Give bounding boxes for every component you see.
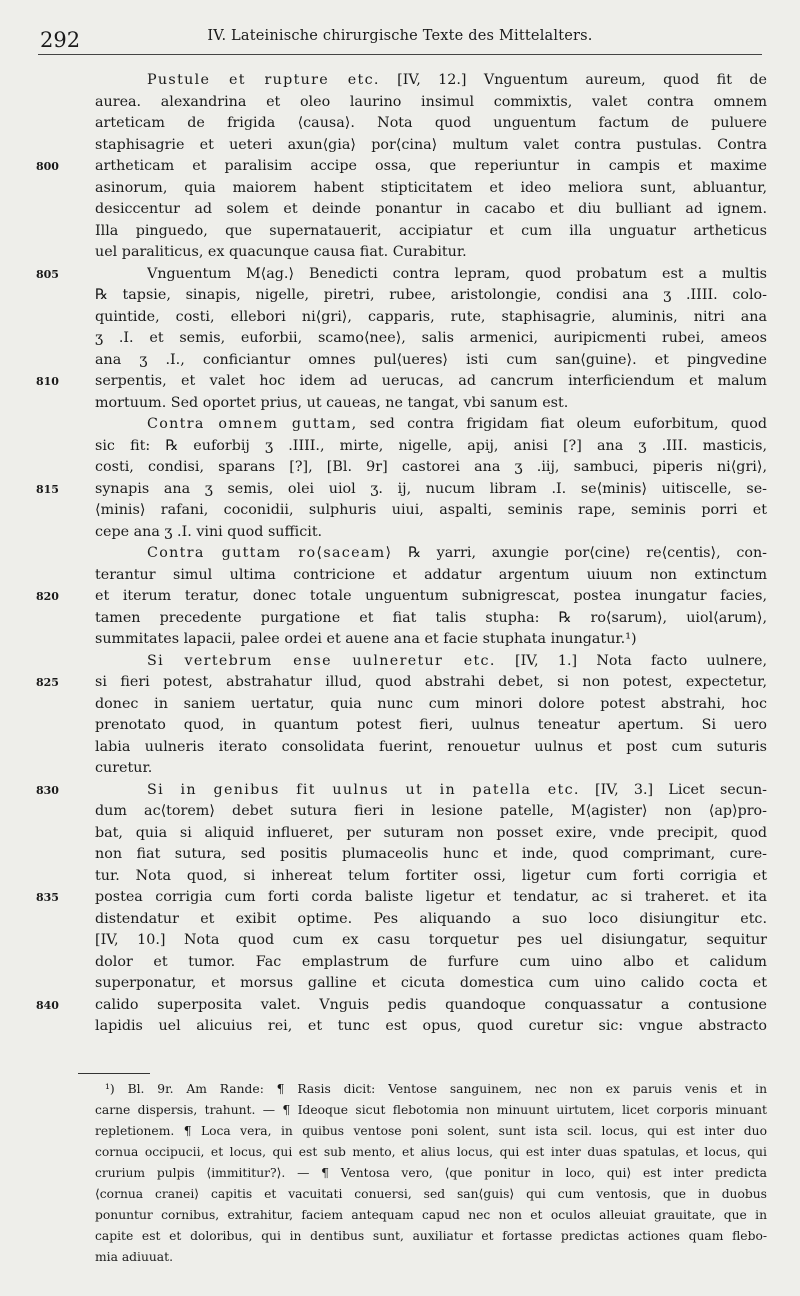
line-text bbox=[95, 887, 767, 909]
line-content: tur. Nota quod, si inhereat telum fortiter ossi, ligetur cum forti corrigia et bbox=[95, 867, 767, 884]
text-line bbox=[0, 436, 800, 458]
line-content: [IV, 1.] Nota facto uulnere, bbox=[495, 652, 767, 669]
footnote-text: ponuntur cornibus, extrahitur, faciem antequam capud nec non et oculos alleuiat grauitate, que in bbox=[95, 1208, 767, 1222]
line-content: artheticam et paralisim accipe ossa, que reperiuntur in campis et maxime bbox=[95, 158, 767, 174]
section-heading: Si in genibus fit uulnus ut in patella etc. bbox=[147, 781, 580, 798]
text-line bbox=[0, 758, 800, 780]
footnote-text: mia adiuuat. bbox=[95, 1250, 173, 1264]
line-content: [IV, 12.] Vnguentum aureum, quod fit de bbox=[379, 72, 767, 88]
line-text bbox=[95, 328, 767, 350]
text-line bbox=[0, 844, 800, 866]
text-line bbox=[0, 887, 800, 909]
footnote-text: capite est et doloribus, qui in dentibus sunt, auxiliatur et fortasse predictas actiones quam flebo- bbox=[95, 1229, 767, 1243]
running-title: IV. Lateinische chirurgische Texte des Mittelalters. bbox=[207, 28, 593, 44]
line-content: et iterum teratur, donec totale unguentum subnigrescat, postea inungatur facies, bbox=[95, 588, 767, 604]
text-line bbox=[0, 178, 800, 200]
text-line bbox=[0, 973, 800, 995]
text-line bbox=[0, 307, 800, 329]
text-line bbox=[0, 672, 800, 694]
footnote-line bbox=[0, 1205, 800, 1226]
line-content: curetur. bbox=[95, 760, 153, 776]
footnote-text: crurium pulpis ⟨immititur?⟩. — ¶ Ventosa vero, ⟨que ponitur in loco, qui⟩ est inter predicta bbox=[95, 1166, 767, 1180]
line-content: aurea. alexandrina et oleo laurino insimul commixtis, valet contra omnem bbox=[95, 93, 767, 110]
line-number: 825 bbox=[36, 676, 59, 689]
text-line bbox=[0, 651, 800, 673]
text-line bbox=[0, 70, 800, 92]
line-content: calido superposita valet. Vnguis pedis quandoque conquassatur a contusione bbox=[95, 996, 767, 1013]
footnote-text: cornua occipucii, et locus, qui est sub mento, et alius locus, qui est inter duas spatulas, et locus, qui bbox=[95, 1145, 767, 1159]
text-line bbox=[0, 909, 800, 931]
line-content: serpentis, et valet hoc idem ad uerucas, ad cancrum interficiendum et malum bbox=[95, 373, 767, 389]
line-content: mortuum. Sed oportet prius, ut caueas, ne tangat, vbi sanum est. bbox=[95, 394, 569, 411]
page-number: 292 bbox=[40, 28, 81, 52]
text-line bbox=[0, 199, 800, 221]
line-content: prenotato quod, in quantum potest fieri, uulnus teneatur apertum. Si uero bbox=[95, 717, 767, 733]
line-text bbox=[95, 92, 767, 114]
text-line bbox=[0, 694, 800, 716]
footnote-line bbox=[0, 1163, 800, 1184]
line-text bbox=[95, 565, 767, 587]
line-text bbox=[95, 801, 767, 823]
line-number: 820 bbox=[36, 590, 59, 603]
text-line bbox=[0, 586, 800, 608]
text-line bbox=[0, 414, 800, 436]
text-line bbox=[0, 801, 800, 823]
line-content: synapis ana ʒ semis, olei uiol ʒ. ij, nucum libram .I. se⟨minis⟩ uitiscelle, se- bbox=[95, 480, 767, 497]
line-text bbox=[95, 844, 767, 866]
footnote-text: carne dispersis, trahunt. — ¶ Ideoque sicut flebotomia non minuunt uirtutem, licet corporis minuant bbox=[95, 1103, 767, 1117]
line-text bbox=[147, 70, 767, 92]
line-text bbox=[95, 715, 767, 737]
footnote-rule bbox=[78, 1073, 150, 1074]
line-content: Vnguentum M⟨ag.⟩ Benedicti contra lepram, quod probatum est a multis bbox=[147, 265, 767, 282]
footnote-line bbox=[0, 1226, 800, 1247]
line-content: dolor et tumor. Fac emplastrum de furfure cum uino albo et calidum bbox=[95, 953, 767, 970]
footnotes bbox=[0, 1079, 800, 1268]
text-line bbox=[0, 242, 800, 264]
footnote-line bbox=[0, 1247, 800, 1268]
section-heading: Contra guttam ro⟨saceam⟩ bbox=[147, 545, 393, 561]
line-content: uel paraliticus, ex quacunque causa fiat. Curabitur. bbox=[95, 244, 467, 260]
text-line bbox=[0, 350, 800, 372]
section-heading: Pustule et rupture etc. bbox=[147, 72, 380, 88]
line-text bbox=[95, 178, 767, 200]
text-line bbox=[0, 393, 800, 415]
line-text bbox=[95, 113, 767, 135]
footnote-text: ⟨cornua cranei⟩ capitis et vacuitati conuersi, sed san⟨guis⟩ qui cum ventosis, que in duobus bbox=[95, 1187, 767, 1201]
text-line bbox=[0, 930, 800, 952]
text-line bbox=[0, 156, 800, 178]
text-line bbox=[0, 543, 800, 565]
line-text bbox=[95, 909, 767, 931]
line-content: lapidis uel alicuius rei, et tunc est opus, quod curetur sic: vngue abstracto bbox=[95, 1018, 767, 1034]
text-line bbox=[0, 328, 800, 350]
line-content: [IV, 3.] Licet secun- bbox=[579, 781, 767, 798]
line-text bbox=[95, 586, 767, 608]
line-content: non fiat sutura, sed positis plumaceolis hunc et inde, quod comprimant, cure- bbox=[95, 846, 767, 862]
text-line bbox=[0, 737, 800, 759]
line-text bbox=[95, 608, 767, 630]
text-line bbox=[0, 500, 800, 522]
line-content: quintide, costi, ellebori ni⟨gri⟩, capparis, rute, staphisagrie, aluminis, nitri ana bbox=[95, 308, 767, 325]
line-text bbox=[147, 780, 767, 802]
line-content: arteticam de frigida ⟨causa⟩. Nota quod unguentum factum de puluere bbox=[95, 115, 767, 131]
line-content: sic fit: ℞ euforbij ʒ .IIII., mirte, nigelle, apij, anisi [?] ana ʒ .III. masticis, bbox=[95, 437, 767, 454]
main-text bbox=[0, 70, 800, 1038]
line-number: 815 bbox=[36, 482, 59, 496]
line-text bbox=[95, 995, 767, 1017]
line-content: ⟨minis⟩ rafani, coconidii, sulphuris uiui, aspalti, seminis rape, seminis porri et bbox=[95, 502, 767, 518]
text-line bbox=[0, 823, 800, 845]
line-text bbox=[95, 393, 767, 415]
line-content: ℞ yarri, axungie por⟨cine⟩ re⟨centis⟩, con- bbox=[392, 545, 767, 561]
line-text bbox=[95, 457, 767, 479]
line-content: superponatur, et morsus galline et cicuta domestica cum uino calido cocta et bbox=[95, 975, 767, 991]
line-text bbox=[147, 651, 767, 673]
line-text bbox=[95, 758, 767, 780]
footnote-line bbox=[0, 1121, 800, 1142]
line-number: 810 bbox=[36, 375, 59, 388]
text-line bbox=[0, 264, 800, 286]
line-text bbox=[95, 1016, 767, 1038]
line-text bbox=[95, 522, 767, 544]
text-line bbox=[0, 629, 800, 651]
footnote-line bbox=[0, 1184, 800, 1205]
line-number: 805 bbox=[36, 267, 59, 281]
text-line bbox=[0, 221, 800, 243]
footnote-line bbox=[0, 1142, 800, 1163]
text-line bbox=[0, 371, 800, 393]
line-text bbox=[147, 414, 767, 436]
line-text bbox=[95, 436, 767, 458]
line-content: cepe ana ʒ .I. vini quod sufficit. bbox=[95, 523, 323, 540]
text-line bbox=[0, 285, 800, 307]
text-line bbox=[0, 1016, 800, 1038]
line-text bbox=[95, 672, 767, 694]
line-text bbox=[95, 199, 767, 221]
line-text bbox=[95, 135, 767, 157]
line-content: donec in saniem uertatur, quia nunc cum minori dolore potest abstrahi, hoc bbox=[95, 695, 767, 712]
line-content: labia uulneris iterato consolidata fuerint, renouetur uulnus et post cum suturis bbox=[95, 738, 767, 755]
line-content: Illa pinguedo, que supernatauerit, accipiatur et cum illa unguatur artheticus bbox=[95, 222, 767, 239]
line-content: [IV, 10.] Nota quod cum ex casu torquetur pes uel disiungatur, sequitur bbox=[95, 932, 767, 948]
line-text bbox=[147, 264, 767, 286]
line-text bbox=[95, 823, 767, 845]
line-content: si fieri potest, abstrahatur illud, quod abstrahi debet, si non potest, expectetur, bbox=[95, 674, 767, 690]
line-content: dum ac⟨torem⟩ debet sutura fieri in lesione patelle, M⟨agister⟩ non ⟨ap⟩pro- bbox=[95, 803, 767, 819]
line-number: 835 bbox=[36, 891, 59, 904]
line-content: ʒ .I. et semis, euforbii, scamo⟨nee⟩, salis armenici, auripicmenti rubei, ameos bbox=[95, 330, 767, 346]
text-line bbox=[0, 565, 800, 587]
line-text bbox=[95, 242, 767, 264]
line-content: desiccentur ad solem et deinde ponantur in cacabo et diu bulliant ad ignem. bbox=[95, 201, 767, 217]
line-content: bat, quia si aliquid influeret, per suturam non posset exire, vnde precipit, quod bbox=[95, 824, 767, 841]
line-content: postea corrigia cum forti corda baliste ligetur et tendatur, ac si traheret. et ita bbox=[95, 889, 767, 905]
section-heading: Si vertebrum ense uulneretur etc. bbox=[147, 652, 496, 669]
line-text bbox=[147, 543, 767, 565]
footnote-line bbox=[0, 1100, 800, 1121]
line-content: sed contra frigidam fiat oleum euforbitum, quod bbox=[357, 416, 767, 432]
line-text bbox=[95, 930, 767, 952]
text-line bbox=[0, 995, 800, 1017]
line-text bbox=[95, 952, 767, 974]
line-content: tamen precedente purgatione et fiat talis stupha: ℞ ro⟨sarum⟩, uiol⟨arum⟩, bbox=[95, 609, 767, 626]
line-text bbox=[95, 500, 767, 522]
section-heading: Contra omnem guttam, bbox=[147, 416, 358, 432]
line-content: asinorum, quia maiorem habent stipticitatem et ideo meliora sunt, abluantur, bbox=[95, 179, 767, 196]
text-line bbox=[0, 866, 800, 888]
line-text bbox=[95, 350, 767, 372]
line-text bbox=[95, 371, 767, 393]
text-line bbox=[0, 92, 800, 114]
footnote-text: ¹) Bl. 9r. Am Rande: ¶ Rasis dicit: Ventose sanguinem, nec non ex paruis venis et in bbox=[105, 1082, 767, 1096]
line-text bbox=[95, 694, 767, 716]
line-text bbox=[95, 866, 767, 888]
line-content: summitates lapacii, palee ordei et auene ana et facie stuphata inungatur.¹) bbox=[95, 631, 637, 647]
line-number: 840 bbox=[36, 998, 59, 1012]
text-line bbox=[0, 952, 800, 974]
text-line bbox=[0, 113, 800, 135]
text-line bbox=[0, 522, 800, 544]
text-line bbox=[0, 780, 800, 802]
text-line bbox=[0, 457, 800, 479]
line-content: ana ʒ .I., conficiantur omnes pul⟨ueres⟩ isti cum san⟨guine⟩. et pingvedine bbox=[95, 351, 767, 368]
text-line bbox=[0, 608, 800, 630]
footnote-text: repletionem. ¶ Loca vera, in quibus ventose poni solent, sunt ista scil. locus, qui est inter duo bbox=[95, 1124, 767, 1138]
text-line bbox=[0, 479, 800, 501]
text-line bbox=[0, 715, 800, 737]
line-text bbox=[95, 973, 767, 995]
line-content: ℞ tapsie, sinapis, nigelle, piretri, rubee, aristolongie, condisi ana ʒ .IIII. colo- bbox=[95, 287, 767, 303]
line-number: 830 bbox=[36, 783, 59, 797]
line-text bbox=[95, 156, 767, 178]
text-line bbox=[0, 135, 800, 157]
line-content: terantur simul ultima contricione et addatur argentum uiuum non extinctum bbox=[95, 566, 767, 583]
line-text bbox=[95, 737, 767, 759]
line-content: distendatur et exibit optime. Pes aliquando a suo loco disiungitur etc. bbox=[95, 910, 767, 927]
line-text bbox=[95, 307, 767, 329]
line-number: 800 bbox=[36, 160, 59, 173]
page-header bbox=[38, 22, 762, 55]
line-text bbox=[95, 221, 767, 243]
line-text bbox=[95, 479, 767, 501]
line-content: costi, condisi, sparans [?], [Bl. 9r] castorei ana ʒ .iij, sambuci, piperis ni⟨gri⟩, bbox=[95, 459, 767, 475]
footnote-line bbox=[0, 1079, 800, 1100]
line-content: staphisagrie et ueteri axun⟨gia⟩ por⟨cina⟩ multum valet contra pustulas. Contra bbox=[95, 136, 767, 153]
line-text bbox=[95, 629, 767, 651]
line-text bbox=[95, 285, 767, 307]
